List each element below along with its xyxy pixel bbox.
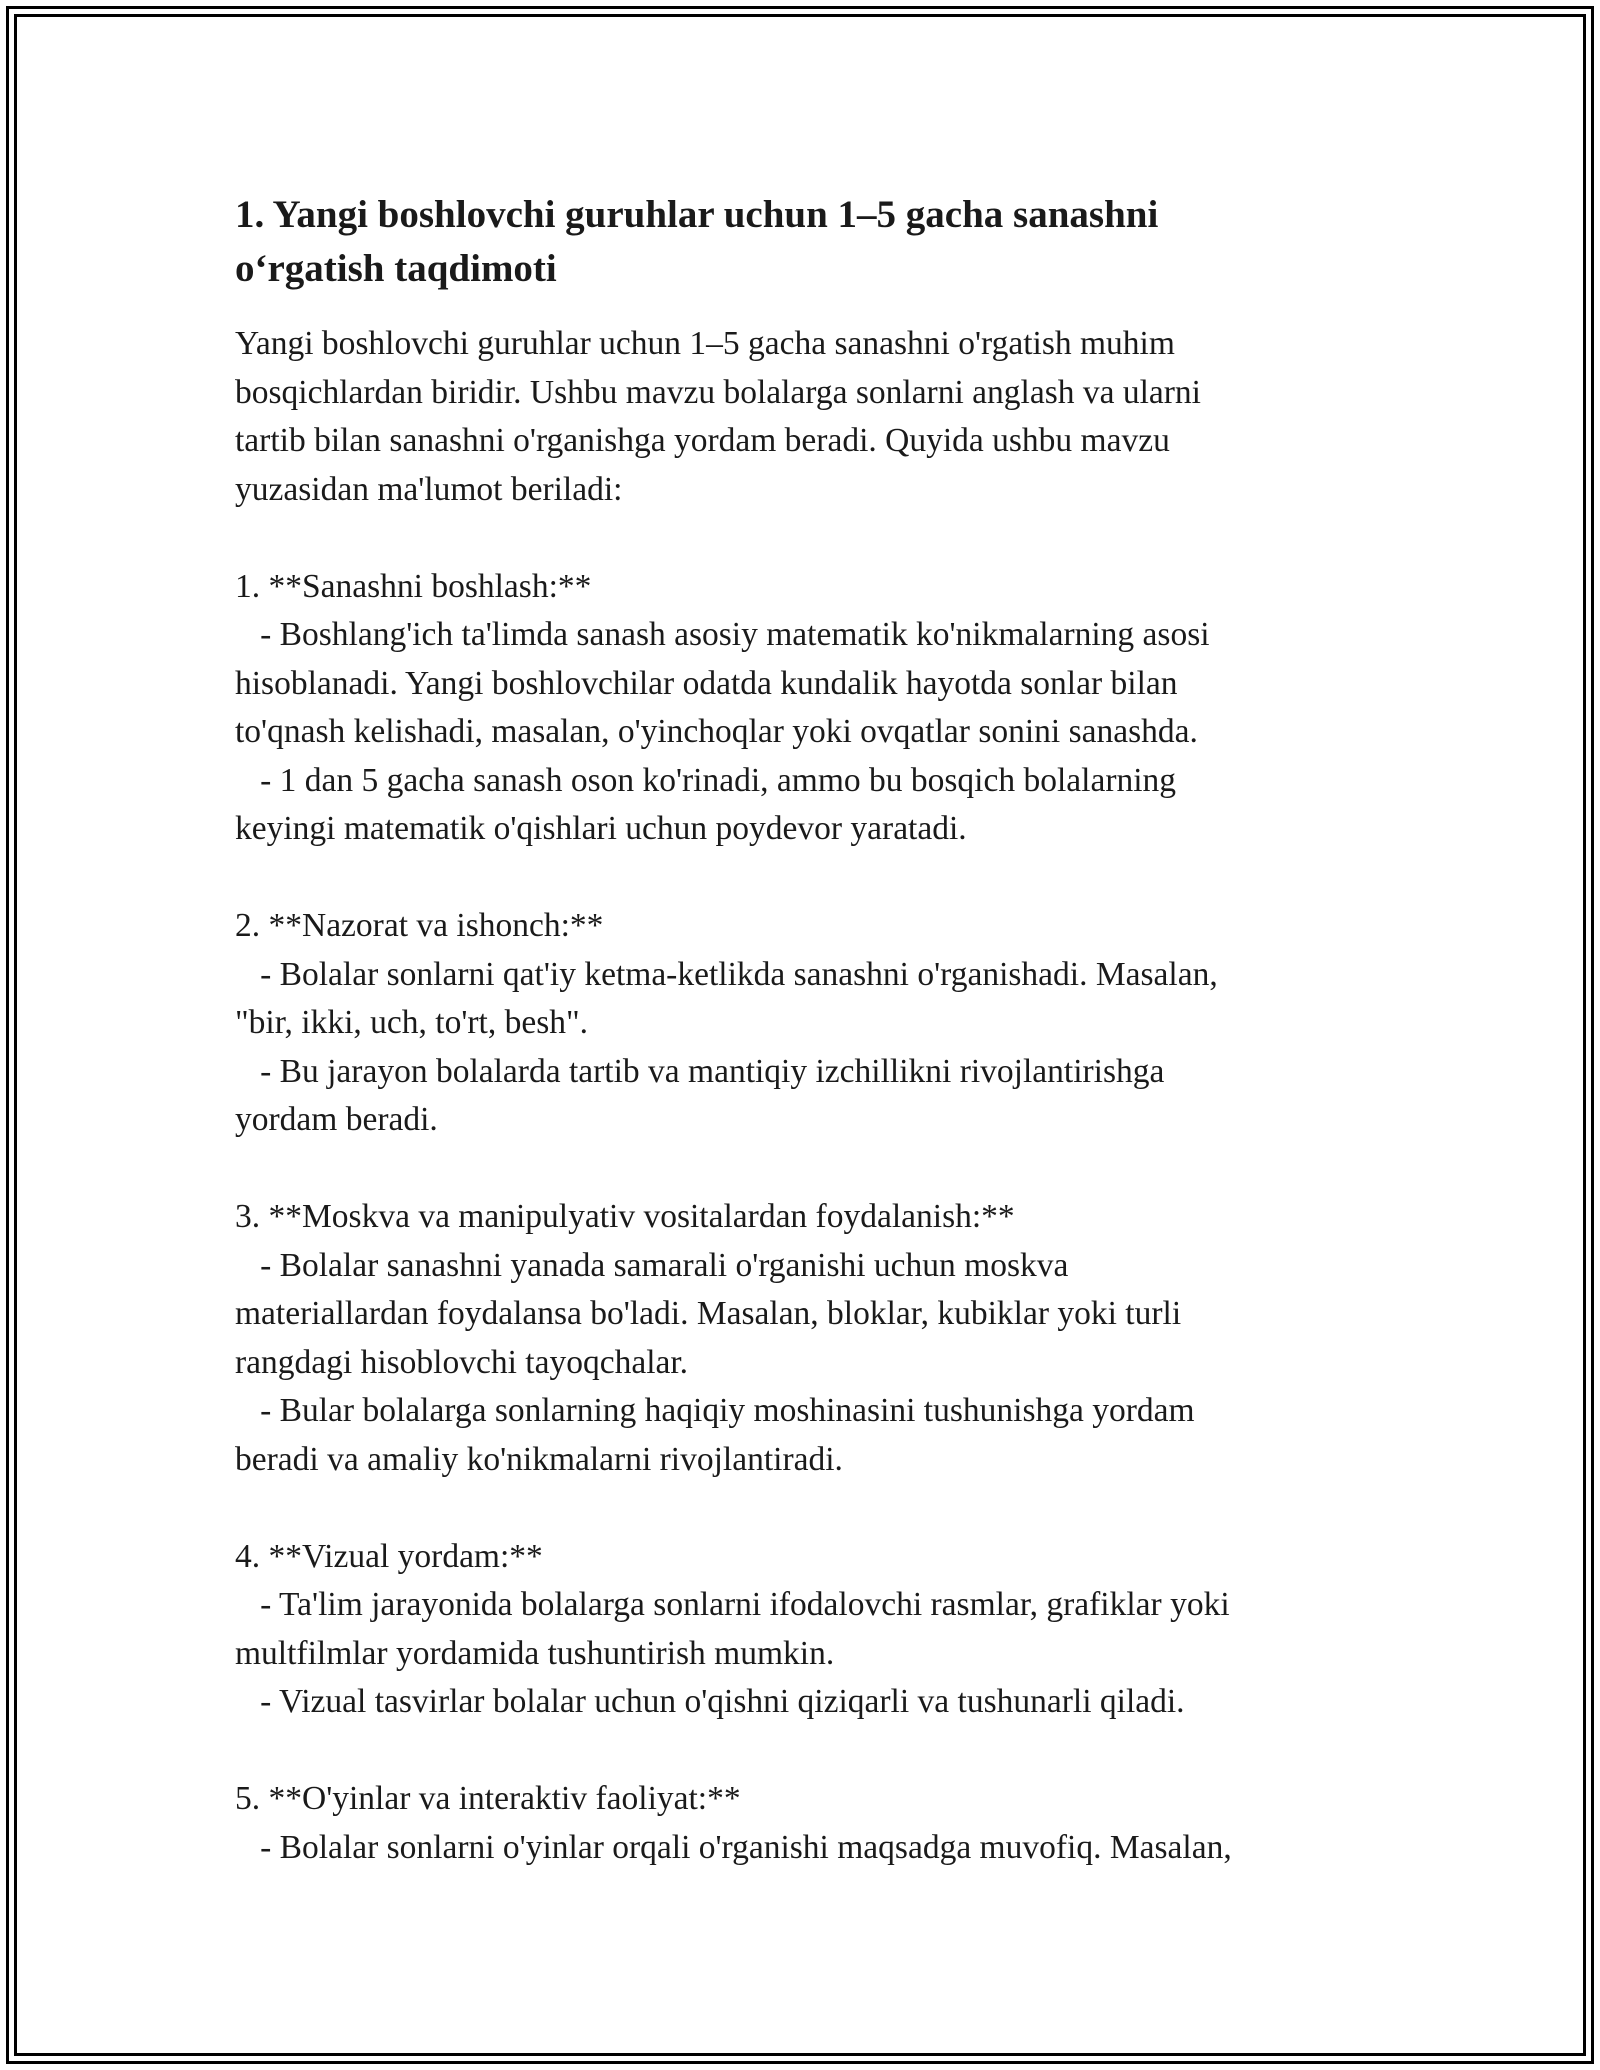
page-title <box>235 188 1365 296</box>
blank-line <box>235 514 1365 563</box>
intro-line: yuzasidan ma'lumot beriladi: <box>235 470 623 508</box>
section-5 <box>235 1775 1365 1872</box>
section-3 <box>235 1193 1365 1484</box>
section-line: - Bolalar sonlarni qat'iy ketma-ketlikda sanashni o'rganishadi. Masalan, <box>235 955 1218 993</box>
section-heading: 3. **Moskva va manipulyativ vositalardan foydalanish:** <box>235 1198 1015 1235</box>
section-line: - Bular bolalarga sonlarning haqiqiy moshinasini tushunishga yordam <box>235 1392 1195 1429</box>
intro-line: tartib bilan sanashni o'rganishga yordam beradi. Quyida ushbu mavzu <box>235 422 1170 459</box>
section-line: yordam beradi. <box>235 1101 438 1138</box>
document-body <box>235 188 1365 1872</box>
section-heading: 5. **O'yinlar va interaktiv faoliyat:** <box>235 1780 741 1817</box>
section-line: - Vizual tasvirlar bolalar uchun o'qishni qiziqarli va tushunarli qiladi. <box>235 1683 1185 1720</box>
section-heading: 1. **Sanashni boshlash:** <box>235 567 592 605</box>
section-line: "bir, ikki, uch, to'rt, besh". <box>235 1004 589 1041</box>
section-heading: 2. **Nazorat va ishonch:** <box>235 907 604 944</box>
section-line: - Bu jarayon bolalarda tartib va mantiqiy izchillikni rivojlantirishga <box>235 1052 1165 1090</box>
section-line: to'qnash kelishadi, masalan, o'yinchoqlar yoki ovqatlar sonini sanashda. <box>235 713 1198 750</box>
blank-line <box>235 1727 1365 1776</box>
section-heading: 4. **Vizual yordam:** <box>235 1537 543 1575</box>
intro-paragraph <box>235 320 1365 514</box>
intro-line: bosqichlardan biridir. Ushbu mavzu bolalarga sonlarni anglash va ularni <box>235 373 1201 411</box>
section-line: - 1 dan 5 gacha sanash oson ko'rinadi, ammo bu bosqich bolalarning <box>235 761 1177 799</box>
section-line: rangdagi hisoblovchi tayoqchalar. <box>235 1343 689 1381</box>
section-line: - Bolalar sonlarni o'yinlar orqali o'rganishi maqsadga muvofiq. Masalan, <box>235 1828 1232 1866</box>
section-4 <box>235 1533 1365 1727</box>
section-line: beradi va amaliy ko'nikmalarni rivojlantiradi. <box>235 1440 843 1478</box>
section-line: - Bolalar sanashni yanada samarali o'rganishi uchun moskva <box>235 1246 1069 1284</box>
blank-line <box>235 1145 1365 1194</box>
section-line: multfilmlar yordamida tushuntirish mumkin. <box>235 1634 835 1672</box>
section-2 <box>235 902 1365 1145</box>
section-line: - Ta'lim jarayonida bolalarga sonlarni ifodalovchi rasmlar, grafiklar yoki <box>235 1586 1230 1623</box>
title-line: o‘rgatish taqdimoti <box>235 247 557 290</box>
blank-line <box>235 854 1365 903</box>
title-line: 1. Yangi boshlovchi guruhlar uchun 1–5 gacha sanashni <box>235 193 1159 236</box>
blank-line <box>235 1484 1365 1533</box>
section-line: hisoblanadi. Yangi boshlovchilar odatda kundalik hayotda sonlar bilan <box>235 664 1178 702</box>
intro-line: Yangi boshlovchi guruhlar uchun 1–5 gacha sanashni o'rgatish muhim <box>235 325 1175 362</box>
section-line: keyingi matematik o'qishlari uchun poydevor yaratadi. <box>235 810 967 847</box>
section-line: materiallardan foydalansa bo'ladi. Masalan, bloklar, kubiklar yoki turli <box>235 1295 1182 1332</box>
section-line: - Boshlang'ich ta'limda sanash asosiy matematik ko'nikmalarning asosi <box>235 616 1210 653</box>
section-1 <box>235 563 1365 854</box>
